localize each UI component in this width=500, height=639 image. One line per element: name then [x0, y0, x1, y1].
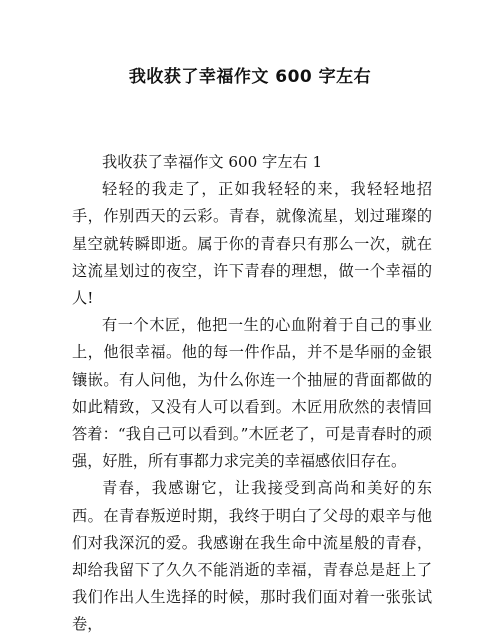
document-body	[72, 149, 432, 639]
paragraph-3: 青春，我感谢它，让我接受到高尚和美好的东西。在青春叛逆时期，我终于明白了父母的艰辛与他们对我深沉的爱。我感谢在我生命中流星般的青春，却给我留下了久久不能消逝的幸福，青春总是赶上了我们作出人生选择的时候，那时我们面对着一张张试卷，	[72, 479, 432, 634]
essay-subheading: 我收获了幸福作文 600 字左右 1	[102, 153, 323, 171]
paragraph-1: 轻轻的我走了，正如我轻轻的来，我轻轻地招手，作别西天的云彩。青春，就像流星，划过璀璨的星空就转瞬即逝。属于你的青春只有那么一次，就在这流星划过的夜空，许下青春的理想，做一个幸福的人!	[72, 180, 432, 308]
paragraph-2: 有一个木匠，他把一生的心血附着于自己的事业上，他很幸福。他的每一件作品，并不是华丽的金银镶嵌。有人问他，为什么你连一个抽屉的背面都做的如此精致，又没有人可以看到。木匠用欣然的表情回答着：“我自己可以看到。”木匠老了，可是青春时的顽强，好胜，所有事都力求完美的幸福感依旧存在。	[72, 316, 432, 471]
document-title: 我收获了幸福作文 600 字左右	[128, 67, 372, 87]
